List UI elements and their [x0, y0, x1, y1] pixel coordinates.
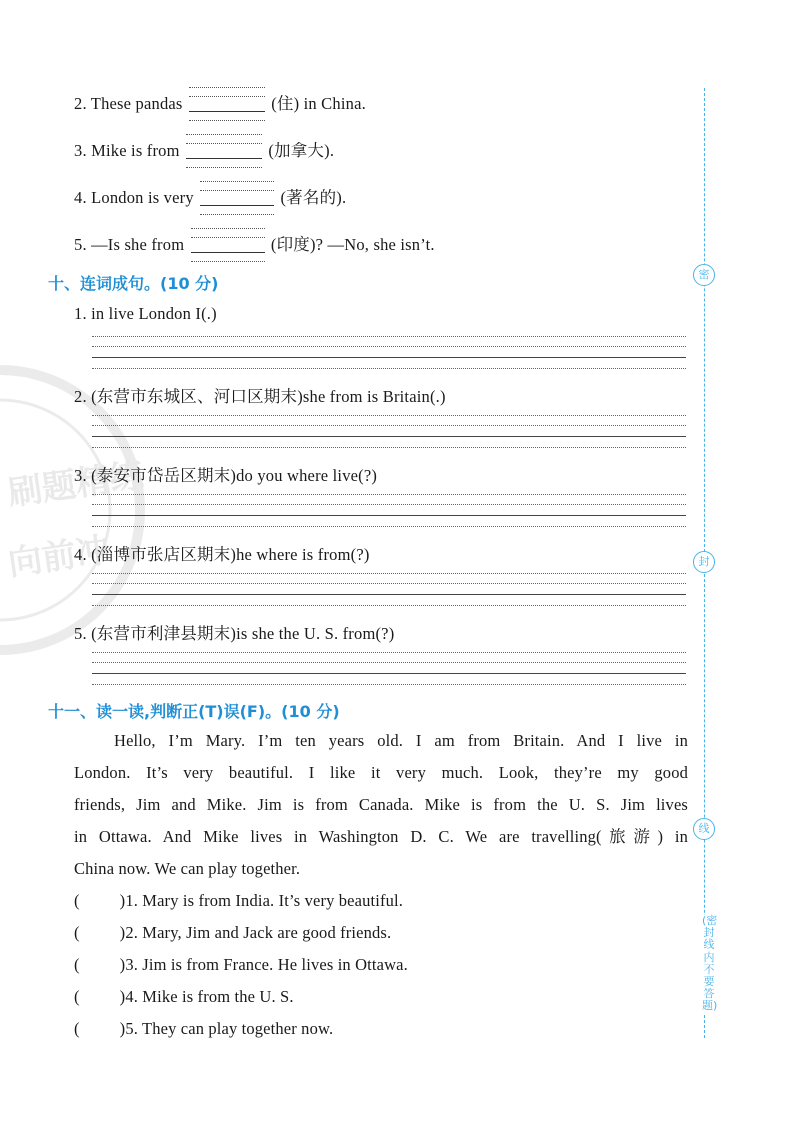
answer-blank[interactable] — [186, 155, 262, 156]
seal-mark-xian: 线 — [693, 818, 715, 840]
statement-text: 1. Mary is from India. It’s very beautiful. — [125, 891, 404, 910]
statement-item — [74, 1013, 674, 1045]
fill-item — [74, 90, 366, 114]
writing-guide-line — [92, 368, 686, 369]
writing-baseline[interactable] — [92, 357, 686, 358]
answer-paren-close: ) — [119, 891, 126, 910]
answer-blank[interactable] — [191, 249, 265, 250]
fill-item-prefix: 5. —Is she from — [74, 235, 185, 254]
statement-item — [74, 917, 674, 949]
fill-item — [74, 137, 334, 161]
answer-paren-open[interactable]: ( — [74, 891, 80, 910]
answer-blank[interactable] — [189, 108, 265, 109]
writing-baseline[interactable] — [92, 436, 686, 437]
writing-guide-line — [92, 573, 686, 574]
fill-item-hint: (著名的). — [280, 188, 347, 207]
writing-guide-line — [92, 605, 686, 606]
passage-line: Hello, I’m Mary. I’m ten years old. I am from Britain. And I live in — [114, 731, 688, 750]
seal-mark-feng: 封 — [693, 551, 715, 573]
section-11-title: 十一、读一读,判断正(T)误(F)。(10 分) — [48, 702, 340, 721]
seal-mark-mi: 密 — [693, 264, 715, 286]
answer-paren-close: ) — [119, 955, 126, 974]
answer-paren-close: ) — [119, 1019, 126, 1038]
answer-paren-close: ) — [119, 987, 126, 1006]
writing-guide-line — [92, 336, 686, 337]
passage-line: in Ottawa. And Mike lives in Washington D. C. We are travelling(旅游) in — [74, 827, 688, 846]
writing-guide-line — [92, 504, 686, 505]
answer-paren-close: ) — [119, 923, 126, 942]
writing-guide-line — [92, 447, 686, 448]
answer-paren-open[interactable]: ( — [74, 955, 80, 974]
seal-note: (密封线内不要答题) — [702, 914, 718, 1013]
writing-baseline[interactable] — [92, 594, 686, 595]
answer-paren-open[interactable]: ( — [74, 987, 80, 1006]
sentence-item: 1. in live London I(.) — [74, 304, 217, 323]
writing-guide-line — [92, 684, 686, 685]
fill-item-hint: (住) in China. — [271, 94, 366, 113]
reading-passage — [74, 725, 688, 885]
statement-text: 3. Jim is from France. He lives in Ottawa. — [125, 955, 408, 974]
fill-item-hint: (加拿大). — [268, 141, 335, 160]
svg-text:向前冲: 向前冲 — [5, 530, 113, 584]
answer-blank[interactable] — [200, 202, 274, 203]
answer-paren-open[interactable]: ( — [74, 1019, 80, 1038]
statement-text: 2. Mary, Jim and Jack are good friends. — [125, 923, 392, 942]
writing-guide-line — [92, 415, 686, 416]
writing-guide-line — [92, 652, 686, 653]
svg-text:刷题精练: 刷题精练 — [5, 455, 146, 514]
fill-item-prefix: 3. Mike is from — [74, 141, 180, 160]
passage-line: China now. We can play together. — [74, 859, 301, 878]
section-10-title: 十、连词成句。(10 分) — [48, 274, 219, 293]
writing-guide-line — [92, 346, 686, 347]
statement-item — [74, 885, 674, 917]
fill-item — [74, 184, 346, 208]
fill-item — [74, 231, 435, 255]
fill-item-hint: (印度)? —No, she isn’t. — [270, 235, 435, 254]
writing-guide-line — [92, 583, 686, 584]
writing-guide-line — [92, 526, 686, 527]
writing-guide-line — [92, 662, 686, 663]
answer-paren-open[interactable]: ( — [74, 923, 80, 942]
sentence-item: 4. (淄博市张店区期末)he where is from(?) — [74, 545, 370, 564]
statement-text: 4. Mike is from the U. S. — [125, 987, 294, 1006]
passage-line: London. It’s very beautiful. I like it very much. Look, they’re my good — [74, 763, 688, 782]
statement-item — [74, 949, 674, 981]
writing-guide-line — [92, 425, 686, 426]
sentence-item: 3. (泰安市岱岳区期末)do you where live(?) — [74, 466, 378, 485]
writing-baseline[interactable] — [92, 673, 686, 674]
statement-list — [74, 885, 674, 1045]
sentence-item: 5. (东营市利津县期末)is she the U. S. from(?) — [74, 624, 395, 643]
writing-baseline[interactable] — [92, 515, 686, 516]
sentence-item: 2. (东营市东城区、河口区期末)she from is Britain(.) — [74, 387, 446, 406]
watermark-logo — [0, 365, 160, 660]
passage-line: friends, Jim and Mike. Jim is from Canada. Mike is from the U. S. Jim lives — [74, 795, 688, 814]
writing-guide-line — [92, 494, 686, 495]
statement-text: 5. They can play together now. — [125, 1019, 334, 1038]
fill-item-prefix: 2. These pandas — [74, 94, 183, 113]
statement-item — [74, 981, 674, 1013]
fill-item-prefix: 4. London is very — [74, 188, 194, 207]
